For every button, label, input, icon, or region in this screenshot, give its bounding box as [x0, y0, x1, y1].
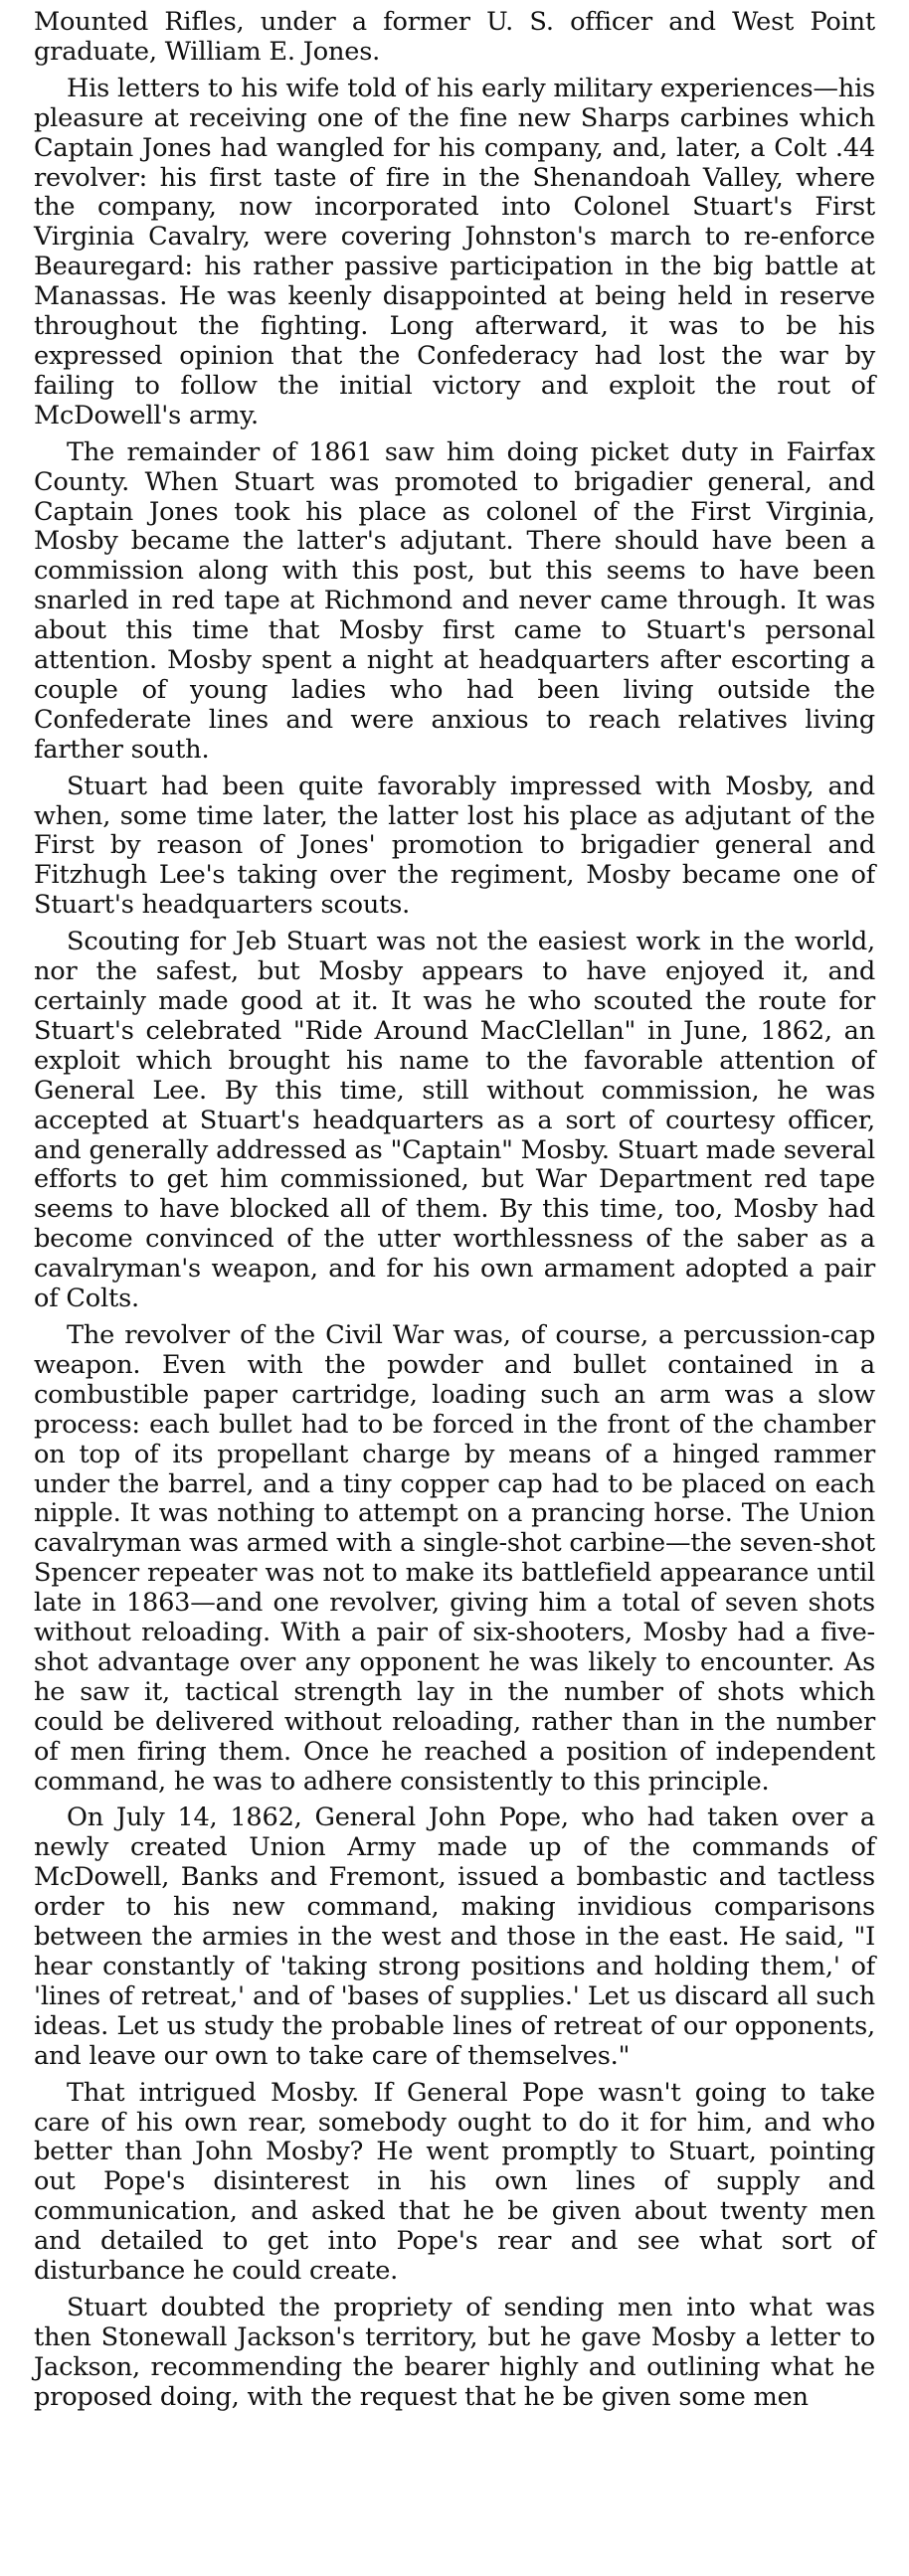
- paragraph: The remainder of 1861 saw him doing picket duty in Fairfax County. When Stuart was promoted to brigadier general, and Captain Jones took his place as colonel of the First Virginia, Mosby became the latter's adjutant. There should have been a commission along with this post, but this seems to have been snarled in red tape at Richmond and never came through. It was about this time that Mosby first came to Stuart's personal attention. Mosby spent a night at headquarters after escorting a couple of young ladies who had been living outside the Confederate lines and were anxious to reach relatives living farther south.: [34, 436, 875, 765]
- paragraph: Stuart had been quite favorably impressed with Mosby, and when, some time later, the latter lost his place as adjutant of the First by reason of Jones' promotion to brigadier general and Fitzhugh Lee's taking over the regiment, Mosby became one of Stuart's headquarters scouts.: [34, 771, 875, 921]
- paragraph: Stuart doubted the propriety of sending men into what was then Stonewall Jackson's territory, but he gave Mosby a letter to Jackson, recommending the bearer highly and outlining what he proposed doing, with the request that he be given some men: [34, 2292, 875, 2412]
- paragraph: On July 14, 1862, General John Pope, who had taken over a newly created Union Army made up of the commands of McDowell, Banks and Fremont, issued a bombastic and tactless order to his new command, making invidious comparisons between the armies in the west and those in the east. He said, "I hear constantly of 'taking strong positions and holding them,' of 'lines of retreat,' and of 'bases of supplies.' Let us discard all such ideas. Let us study the probable lines of retreat of our opponents, and leave our own to take care of themselves.": [34, 1803, 875, 2071]
- paragraph-continued: Mounted Rifles, under a former U. S. officer and West Point graduate, William E. Jones.: [34, 7, 875, 67]
- paragraph: His letters to his wife told of his early military experiences—his pleasure at receiving one of the fine new Sharps carbines which Captain Jones had wangled for his company, and, later, a Colt .44 revolver: his first taste of fire in the Shenandoah Valley, where the company, now incorporated into Colonel Stuart's First Virginia Cavalry, were covering Johnston's march to re-enforce Beauregard: his rather passive participation in the big battle at Manassas. He was keenly disappointed at being held in reserve throughout the fighting. Long afterward, it was to be his expressed opinion that the Confederacy had lost the war by failing to follow the initial victory and exploit the rout of McDowell's army.: [34, 73, 875, 430]
- paragraph: That intrigued Mosby. If General Pope wasn't going to take care of his own rear, somebody ought to do it for him, and who better than John Mosby? He went promptly to Stuart, pointing out Pope's disinterest in his own lines of supply and communication, and asked that he be given about twenty men and detailed to get into Pope's rear and see what sort of disturbance he could create.: [34, 2077, 875, 2287]
- paragraph: The revolver of the Civil War was, of course, a percussion-cap weapon. Even with the powder and bullet contained in a combustible paper cartridge, loading such an arm was a slow process: each bullet had to be forced in the front of the chamber on top of its propellant charge by means of a hinged rammer under the barrel, and a tiny copper cap had to be placed on each nipple. It was nothing to attempt on a prancing horse. The Union cavalryman was armed with a single-shot carbine—the seven-shot Spencer repeater was not to make its battlefield appearance until late in 1863—and one revolver, giving him a total of seven shots without reloading. With a pair of six-shooters, Mosby had a five-shot advantage over any opponent he was likely to encounter. As he saw it, tactical strength lay in the number of shots which could be delivered without reloading, rather than in the number of men firing them. Once he reached a position of independent command, he was to adhere consistently to this principle.: [34, 1319, 875, 1797]
- paragraph: Scouting for Jeb Stuart was not the easiest work in the world, nor the safest, but Mosby appears to have enjoyed it, and certainly made good at it. It was he who scouted the route for Stuart's celebrated "Ride Around MacClellan" in June, 1862, an exploit which brought his name to the favorable attention of General Lee. By this time, still without commission, he was accepted at Stuart's headquarters as a sort of courtesy officer, and generally addressed as "Captain" Mosby. Stuart made several efforts to get him commissioned, but War Department red tape seems to have blocked all of them. By this time, too, Mosby had become convinced of the utter worthlessness of the saber as a cavalryman's weapon, and for his own armament adopted a pair of Colts.: [34, 927, 875, 1314]
